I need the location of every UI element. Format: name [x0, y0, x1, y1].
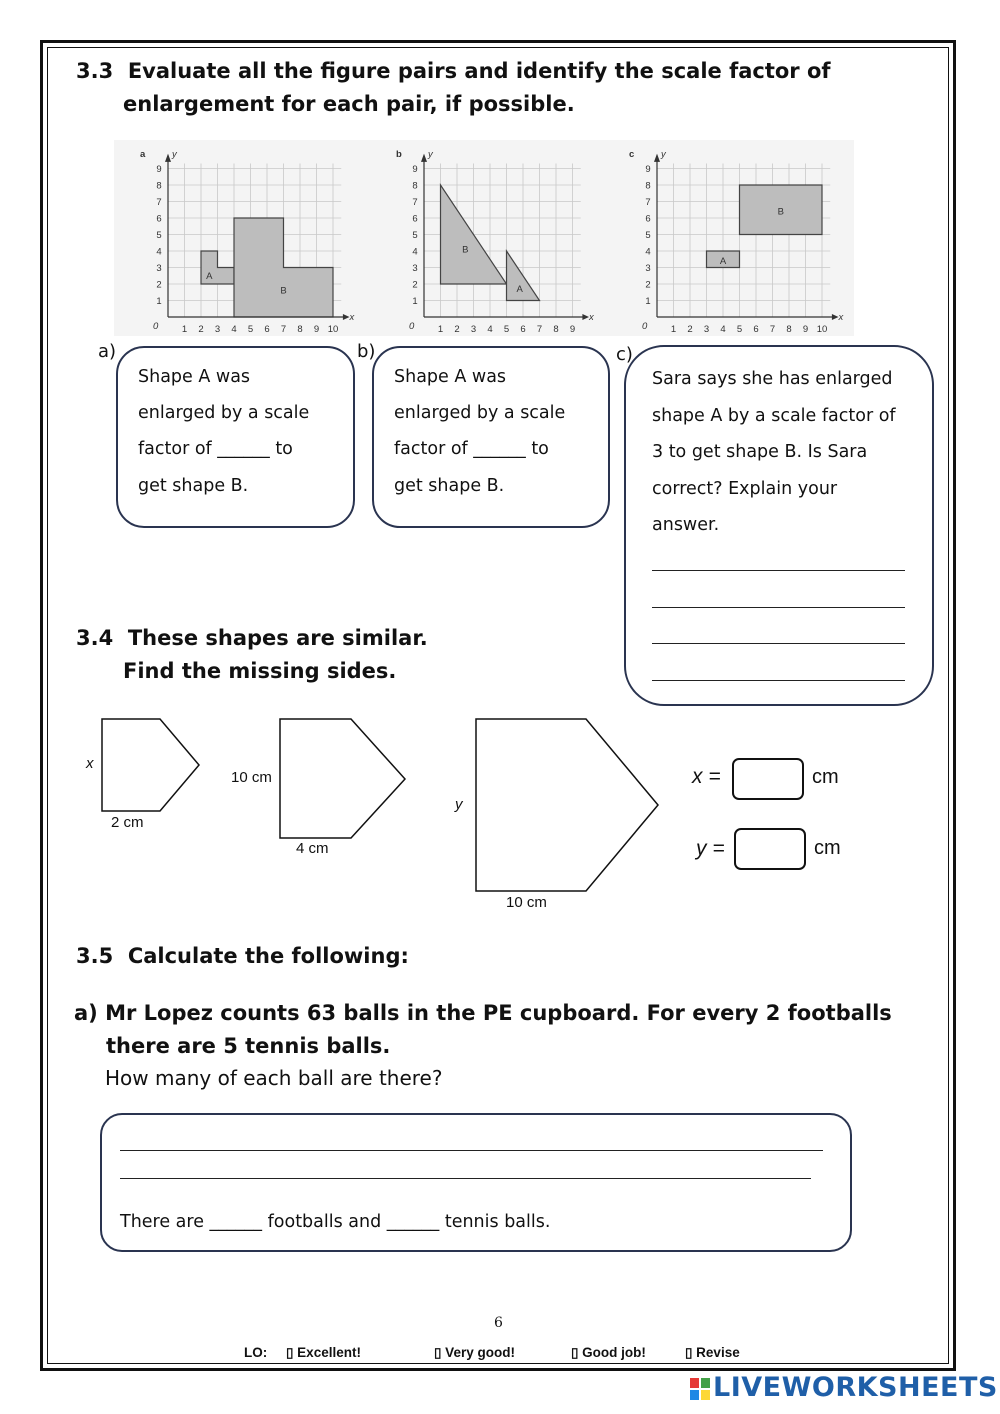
liveworksheets-watermark: LIVEWORKSHEETS — [713, 1372, 998, 1403]
x-axis-label: x — [349, 312, 355, 323]
x-tick-label: 2 — [454, 324, 460, 335]
y-tick-label: 7 — [412, 197, 418, 208]
box-b-line: get shape B. — [394, 476, 505, 496]
x-tick-label: 3 — [470, 324, 477, 335]
y-tick-label: 1 — [412, 296, 418, 307]
box-c-letter: c) — [616, 344, 633, 365]
box-a-letter: a) — [98, 341, 117, 362]
x-tick-label: 4 — [720, 324, 726, 335]
x-tick-label: 9 — [802, 324, 809, 335]
x-tick-label: 7 — [536, 324, 543, 335]
x-tick-label: 8 — [553, 324, 559, 335]
shape1-side-label: x — [86, 755, 94, 772]
x-tick-label: 3 — [703, 324, 710, 335]
box-a-line-blank[interactable]: factor of ______ to — [138, 439, 293, 459]
q33-number: 3.3 — [76, 59, 114, 83]
x-unit: cm — [812, 766, 839, 788]
y-tick-label: 6 — [156, 213, 162, 225]
shape-b-label: B — [462, 244, 469, 256]
y-tick-label: 2 — [645, 279, 651, 291]
similar-shapes-figure — [60, 705, 680, 920]
shape1-base-label: 2 cm — [111, 814, 144, 831]
y-tick-label: 5 — [156, 230, 162, 241]
q33-line1: Evaluate all the figure pairs and identify the scale factor of — [127, 59, 831, 83]
y-axis-label: y — [428, 148, 433, 160]
shape3-base-label: 10 cm — [506, 894, 547, 911]
y-tick-label: 5 — [412, 230, 418, 241]
shape-b-label: B — [777, 206, 784, 218]
y-tick-label: 9 — [645, 164, 651, 175]
q34-number: 3.4 — [76, 626, 114, 650]
x-tick-label: 10 — [327, 324, 339, 335]
y-tick-label: 4 — [156, 246, 162, 258]
y-tick-label: 2 — [412, 279, 418, 291]
q35a-line1 — [74, 997, 892, 1030]
x-tick-label: 6 — [753, 324, 759, 335]
y-tick-label: 8 — [156, 180, 162, 192]
q34-line1: These shapes are similar. — [127, 626, 428, 650]
q35-heading — [76, 940, 409, 973]
x-tick-label: 7 — [769, 324, 776, 335]
y-tick-label: 1 — [645, 296, 651, 307]
x-tick-label: 6 — [264, 324, 270, 335]
box-a-line: get shape B. — [138, 476, 249, 496]
box-c-line: shape A by a scale factor of — [652, 406, 896, 426]
shape-b-label: B — [280, 285, 287, 297]
y-tick-label: 9 — [412, 164, 418, 175]
x-tick-label: 2 — [198, 324, 204, 335]
y-tick-label: 8 — [412, 180, 418, 192]
x-tick-label: 1 — [670, 324, 677, 335]
answer-line[interactable] — [652, 607, 905, 608]
y-tick-label: 6 — [645, 213, 651, 225]
x-tick-label: 5 — [503, 324, 510, 335]
shape-a-label: A — [516, 283, 523, 295]
q35a-question: How many of each ball are there? — [105, 1066, 443, 1090]
x-tick-label: 7 — [280, 324, 287, 335]
box-c-line: answer. — [652, 515, 720, 535]
x-tick-label: 5 — [736, 324, 743, 335]
footer-option-excellent[interactable]: ▯ Excellent! — [286, 1345, 361, 1360]
q35-title: Calculate the following: — [127, 944, 409, 968]
x-answer-box[interactable] — [732, 758, 804, 800]
q35a-answer-sentence[interactable]: There are ______ footballs and ______ tennis balls. — [120, 1212, 551, 1232]
grid-letter: a — [140, 148, 146, 160]
x-tick-label: 5 — [247, 324, 254, 335]
box-a-line: enlarged by a scale — [138, 403, 310, 423]
y-tick-label: 7 — [645, 197, 651, 208]
q35a-text1: Mr Lopez counts 63 balls in the PE cupboard. For every 2 footballs — [105, 1001, 892, 1025]
shape3-side-label: y — [455, 796, 463, 813]
y-tick-label: 5 — [645, 230, 651, 241]
x-tick-label: 10 — [816, 324, 828, 335]
y-tick-label: 9 — [156, 164, 162, 175]
y-unit: cm — [814, 837, 841, 859]
y-tick-label: 6 — [412, 213, 418, 225]
pentagon-large — [476, 719, 658, 891]
box-c-line: 3 to get shape B. Is Sara — [652, 442, 868, 462]
origin-label: 0 — [153, 321, 159, 332]
footer-option-good-job[interactable]: ▯ Good job! — [571, 1345, 646, 1360]
grid-letter: b — [396, 148, 402, 160]
q35a-letter: a) — [74, 1001, 98, 1025]
liveworksheets-logo-icon — [690, 1378, 710, 1400]
y-equals: y = — [696, 837, 725, 860]
box-b-line-blank[interactable]: factor of ______ to — [394, 439, 549, 459]
answer-line[interactable] — [652, 643, 905, 644]
x-equals: x = — [692, 765, 721, 788]
box-c-line: correct? Explain your — [652, 479, 838, 499]
x-tick-label: 9 — [313, 324, 320, 335]
x-tick-label: 8 — [297, 324, 303, 335]
answer-line[interactable] — [120, 1178, 811, 1179]
y-tick-label: 3 — [156, 263, 162, 274]
q34-line2: Find the missing sides. — [123, 659, 397, 683]
shape2-side-label: 10 cm — [231, 769, 272, 786]
x-tick-label: 2 — [687, 324, 693, 335]
footer-option-very-good[interactable]: ▯ Very good! — [434, 1345, 515, 1360]
answer-line[interactable] — [652, 570, 905, 571]
box-b-letter: b) — [357, 341, 376, 362]
x-tick-label: 1 — [437, 324, 444, 335]
grids-figure — [114, 140, 854, 336]
y-axis-label: y — [172, 148, 177, 160]
q33-heading — [76, 55, 831, 88]
y-tick-label: 1 — [156, 296, 162, 307]
answer-line[interactable] — [120, 1150, 823, 1151]
y-axis-label: y — [661, 148, 666, 160]
y-tick-label: 3 — [412, 263, 418, 274]
y-tick-label: 8 — [645, 180, 651, 192]
q35-number: 3.5 — [76, 944, 114, 968]
x-tick-label: 4 — [231, 324, 237, 335]
origin-label: 0 — [642, 321, 648, 332]
grid-letter: c — [629, 148, 635, 160]
x-tick-label: 9 — [569, 324, 576, 335]
x-tick-label: 4 — [487, 324, 493, 335]
shape-a-label: A — [719, 255, 727, 267]
box-c-line: Sara says she has enlarged — [652, 369, 893, 389]
y-tick-label: 2 — [156, 279, 162, 291]
footer-lo: LO: — [244, 1345, 268, 1360]
y-tick-label: 3 — [645, 263, 651, 274]
x-axis-label: x — [838, 312, 844, 323]
box-a-line: Shape A was — [138, 367, 251, 387]
answer-line[interactable] — [652, 680, 905, 681]
y-tick-label: 4 — [412, 246, 418, 258]
x-tick-label: 3 — [214, 324, 221, 335]
shape-a-label: A — [206, 270, 213, 282]
y-answer-box[interactable] — [734, 828, 806, 870]
pentagon-small — [102, 719, 199, 811]
origin-label: 0 — [409, 321, 415, 332]
q33-line2: enlargement for each pair, if possible. — [123, 92, 575, 116]
q34-heading — [76, 622, 428, 655]
box-b-line: enlarged by a scale — [394, 403, 566, 423]
page-number: 6 — [494, 1315, 503, 1331]
shape2-base-label: 4 cm — [296, 840, 329, 857]
y-tick-label: 7 — [156, 197, 162, 208]
x-tick-label: 6 — [520, 324, 526, 335]
q35a-line2: there are 5 tennis balls. — [106, 1034, 391, 1058]
box-b-line: Shape A was — [394, 367, 507, 387]
x-axis-label: x — [589, 312, 594, 323]
pentagon-medium — [280, 719, 405, 838]
footer-option-revise[interactable]: ▯ Revise — [685, 1345, 740, 1360]
x-tick-label: 1 — [181, 324, 188, 335]
x-tick-label: 8 — [786, 324, 792, 335]
y-tick-label: 4 — [645, 246, 651, 258]
